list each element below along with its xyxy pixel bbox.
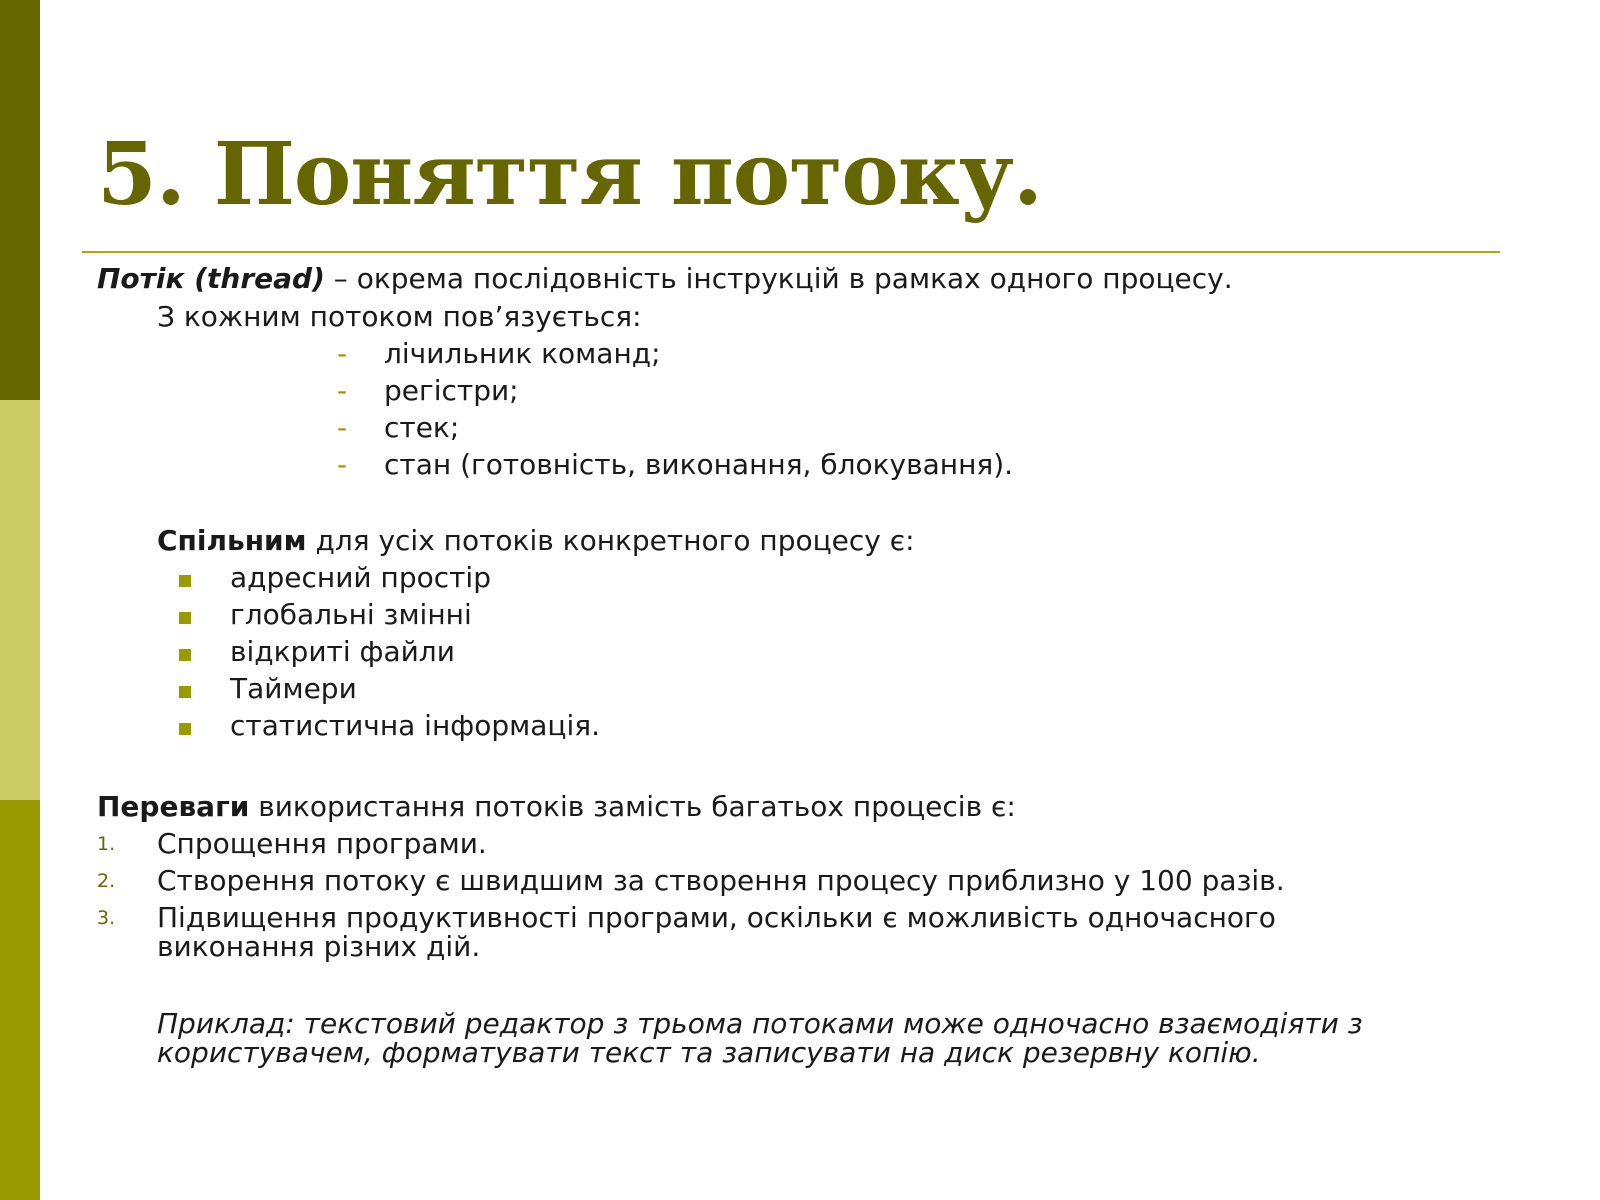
dash-bullet: - xyxy=(337,448,348,481)
dash-bullet: - xyxy=(337,374,348,407)
shared-item: Таймери xyxy=(230,672,357,705)
list-number: 1. xyxy=(97,833,116,855)
associated-item: лічильник команд; xyxy=(384,337,661,370)
associated-item: регістри; xyxy=(384,374,519,407)
side-band-dark xyxy=(0,0,40,400)
list-number: 2. xyxy=(97,870,116,892)
side-band-mid xyxy=(0,800,40,1200)
example-text: Приклад: текстовий редактор з трьома потоками може одночасно взаємодіяти з xyxy=(157,1007,1363,1040)
square-bullet-icon xyxy=(179,575,191,587)
associated-item: стан (готовність, виконання, блокування). xyxy=(384,448,1014,481)
square-bullet-icon xyxy=(179,723,191,735)
square-bullet-icon xyxy=(179,686,191,698)
definition-text: – окрема послідовність інструкцій в рамках одного процесу. xyxy=(324,262,1233,295)
definition-term: Потік (thread) xyxy=(97,262,325,295)
advantage-item: Створення потоку є швидшим за створення процесу приблизно у 100 разів. xyxy=(157,864,1285,897)
shared-item: глобальні змінні xyxy=(230,598,472,631)
shared-item: відкриті файли xyxy=(230,635,455,668)
dash-bullet: - xyxy=(337,411,348,444)
advantage-item-continued: виконання різних дій. xyxy=(157,930,481,963)
advantages-intro-bold: Переваги xyxy=(97,790,250,823)
shared-intro-text: для усіх потоків конкретного процесу є: xyxy=(306,524,915,557)
advantage-item: Спрощення програми. xyxy=(157,827,487,860)
shared-item: адресний простір xyxy=(230,561,491,594)
shared-intro-bold: Спільним xyxy=(157,524,307,557)
dash-bullet: - xyxy=(337,337,348,370)
square-bullet-icon xyxy=(179,649,191,661)
definition-line xyxy=(97,262,1233,296)
shared-intro xyxy=(157,524,915,558)
advantage-item: Підвищення продуктивності програми, оскільки є можливість одночасного xyxy=(157,901,1276,934)
slide-title: 5. Поняття потоку. xyxy=(97,124,1042,225)
associated-intro: З кожним потоком пов’язується: xyxy=(157,300,642,333)
title-divider xyxy=(82,251,1500,253)
list-number: 3. xyxy=(97,907,116,929)
advantages-intro-text: використання потоків замість багатьох процесів є: xyxy=(249,790,1016,823)
example-text: користувачем, форматувати текст та записувати на диск резервну копію. xyxy=(157,1036,1261,1069)
advantages-intro xyxy=(97,790,1016,824)
square-bullet-icon xyxy=(179,612,191,624)
associated-item: стек; xyxy=(384,411,460,444)
side-band-light xyxy=(0,400,40,800)
shared-item: статистична інформація. xyxy=(230,709,600,742)
